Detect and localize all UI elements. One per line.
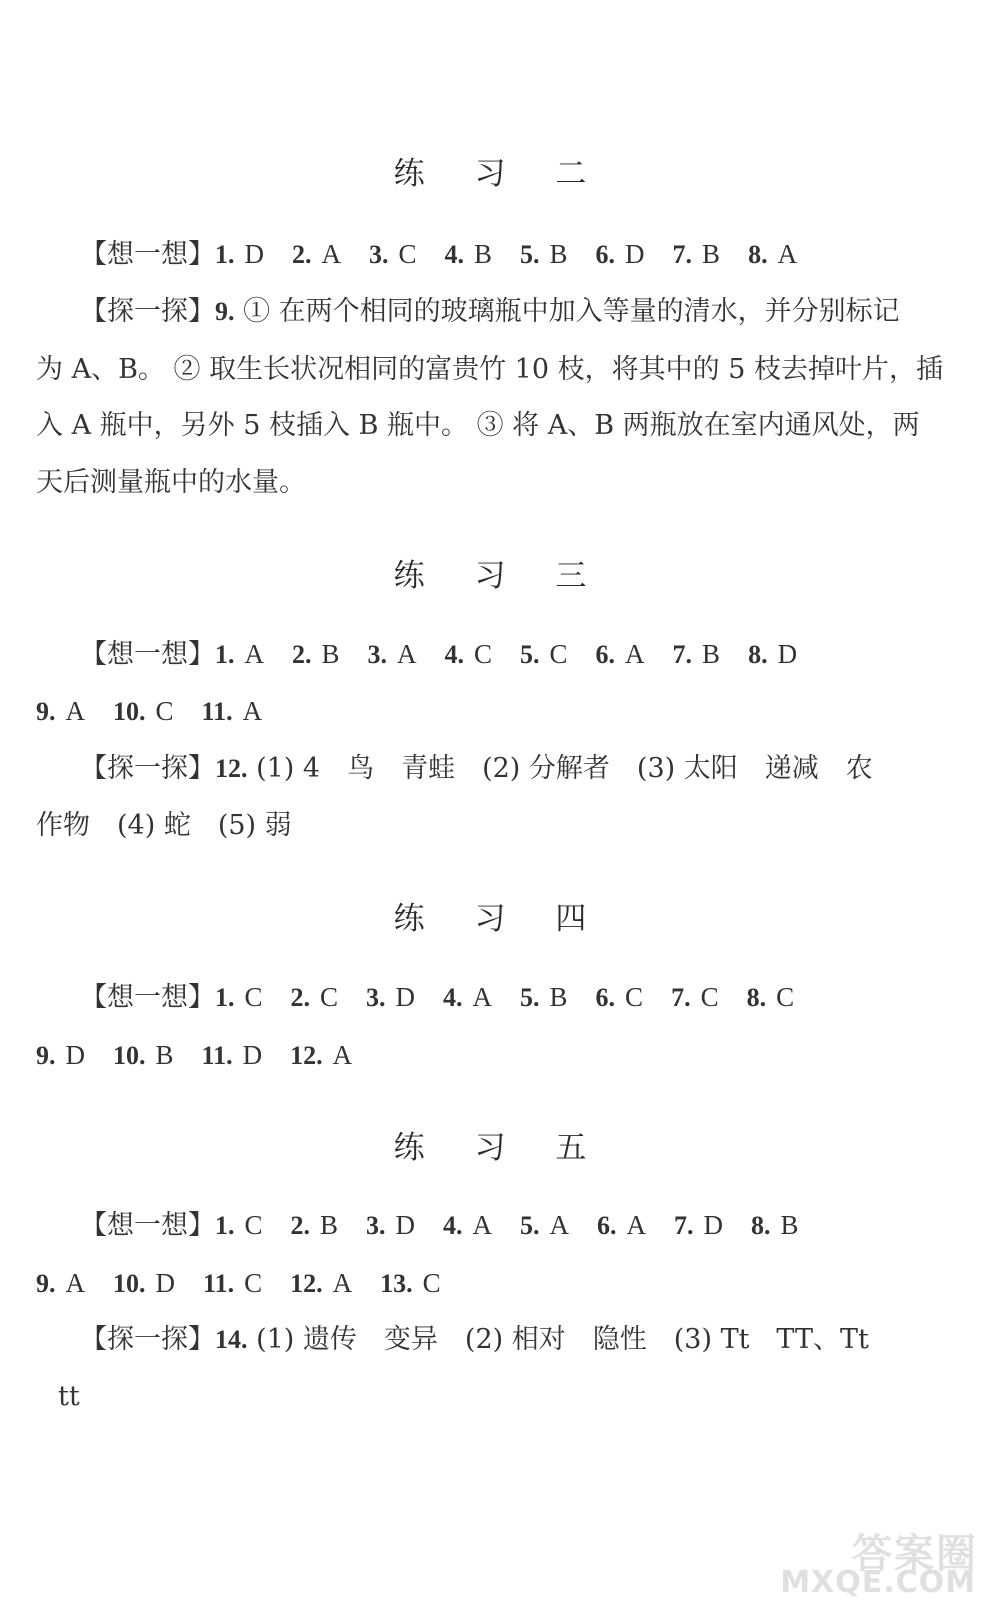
answer-choice: B (780, 1210, 799, 1240)
answer-choice: B (474, 239, 493, 269)
answer-number: 1. (215, 640, 235, 669)
explore-text: 为 A、B。 ② 取生长状况相同的富贵竹 10 枝，将其中的 5 枝去掉叶片，插 (36, 354, 943, 385)
answer-number: 4. (444, 240, 465, 269)
answer-number: 6. (597, 1211, 617, 1240)
answer-number: 7. (671, 983, 691, 1012)
answer-number: 11. (201, 697, 233, 726)
answer-choice: C (474, 639, 493, 669)
answer-number: 11. (203, 1269, 235, 1298)
answer-number: 9. (36, 1269, 56, 1298)
section-title-3: 练 习 三 (393, 558, 607, 594)
answer-choice: B (702, 239, 721, 269)
explore-tag: 【探一探】 (80, 753, 215, 784)
answer-number: 3. (366, 983, 386, 1012)
explore-line (80, 753, 1000, 785)
answer-number: 1. (215, 983, 235, 1012)
answer-number: 8. (751, 1211, 771, 1240)
answer-choice: A (625, 639, 645, 669)
explore-line (80, 1324, 1000, 1356)
answer-choice: C (700, 982, 719, 1012)
answer-list (36, 1040, 380, 1071)
answer-number: 12. (290, 1269, 323, 1298)
answer-number: 6. (595, 640, 616, 669)
answer-number: 2. (292, 240, 312, 269)
answer-number: 5. (520, 983, 540, 1012)
answer-choice: D (65, 1040, 85, 1070)
section-title-5: 练 习 五 (393, 1130, 607, 1166)
watermark-logo (782, 1522, 982, 1600)
answer-choice: A (244, 639, 264, 669)
explore-tag: 【探一探】 (80, 296, 215, 327)
answer-choice: C (244, 1210, 263, 1240)
answer-choice: D (242, 1040, 263, 1070)
answer-choice: B (549, 982, 568, 1012)
answer-number: 4. (444, 640, 465, 669)
answer-number: 3. (366, 1211, 386, 1240)
answer-choice: A (777, 239, 798, 269)
question-number: 14. (215, 1325, 248, 1354)
answer-choice: C (320, 982, 339, 1012)
answer-choice: A (397, 639, 417, 669)
answer-choice: C (244, 1268, 263, 1298)
watermark-top-text: 答案圈 (852, 1531, 978, 1577)
answer-number: 3. (367, 640, 388, 669)
answer-choice: A (626, 1210, 647, 1240)
answer-choice: D (625, 239, 645, 269)
answer-choice: C (422, 1268, 441, 1298)
answer-number: 5. (520, 240, 540, 269)
think-line-cont (36, 1039, 966, 1072)
answer-list (36, 696, 290, 727)
answer-choice: B (549, 239, 568, 269)
answer-list (215, 239, 825, 270)
answer-choice: B (320, 1210, 339, 1240)
think-line (80, 981, 1000, 1014)
answer-choice: D (703, 1210, 724, 1240)
answer-number: 11. (201, 1041, 233, 1070)
answer-choice: C (398, 239, 417, 269)
answer-choice: B (702, 639, 721, 669)
think-line-cont (36, 695, 966, 728)
answer-number: 6. (595, 240, 616, 269)
think-line-cont (36, 1267, 966, 1300)
answer-choice: B (321, 639, 340, 669)
answer-number: 1. (215, 240, 235, 269)
answer-number: 2. (292, 640, 312, 669)
answer-choice: A (242, 696, 263, 726)
answer-list (215, 1210, 827, 1241)
think-line (80, 638, 1000, 671)
question-number: 12. (215, 754, 248, 783)
explore-text: 作物 (4) 蛇 (5) 弱 (36, 810, 292, 841)
answer-number: 2. (290, 983, 311, 1012)
answer-number: 10. (113, 1269, 146, 1298)
answer-number: 5. (520, 640, 540, 669)
answer-number: 5. (520, 1211, 540, 1240)
answer-number: 6. (595, 983, 616, 1012)
answer-choice: A (332, 1040, 353, 1070)
answer-choice: A (65, 1268, 85, 1298)
answer-number: 8. (748, 240, 768, 269)
answer-number: 1. (215, 1211, 235, 1240)
answer-number: 13. (380, 1269, 413, 1298)
watermark-url: MXQE.COM (780, 1565, 976, 1600)
answer-choice: B (155, 1040, 174, 1070)
answer-list (36, 1268, 469, 1299)
section-title-2: 练 习 二 (393, 156, 607, 192)
answer-choice: D (777, 639, 798, 669)
think-tag: 【想一想】 (80, 239, 215, 270)
answer-choice: C (549, 639, 568, 669)
question-number: 9. (215, 297, 235, 326)
section-title-4: 练 习 四 (393, 901, 607, 937)
answer-choice: A (65, 696, 85, 726)
answer-choice: D (395, 982, 416, 1012)
answer-number: 7. (672, 640, 693, 669)
answer-choice: A (472, 982, 493, 1012)
think-line (80, 1209, 1000, 1242)
answer-number: 8. (748, 640, 768, 669)
explore-text: 天后测量瓶中的水量。 (36, 467, 306, 498)
answer-number: 4. (443, 1211, 463, 1240)
explore-text: 入 A 瓶中，另外 5 枝插入 B 瓶中。 ③ 将 A、B 两瓶放在室内通风处，两 (36, 410, 920, 441)
answer-choice: D (244, 239, 264, 269)
explore-text: (1) 遗传 变异 (2) 相对 隐性 (3) Tt TT、Tt (256, 1324, 869, 1355)
answer-number: 3. (369, 240, 389, 269)
answer-number: 7. (674, 1211, 694, 1240)
explore-text: (1) 4 鸟 青蛙 (2) 分解者 (3) 太阳 递减 农 (256, 753, 873, 784)
answer-choice: A (321, 239, 341, 269)
answer-number: 9. (36, 697, 56, 726)
answer-number: 7. (672, 240, 693, 269)
answer-number: 2. (290, 1211, 311, 1240)
explore-line (80, 296, 970, 328)
answer-choice: A (332, 1268, 353, 1298)
answer-choice: D (395, 1210, 416, 1240)
explore-tag: 【探一探】 (80, 1324, 215, 1355)
answer-number: 12. (290, 1041, 323, 1070)
answer-number: 10. (113, 1041, 146, 1070)
answer-choice: A (472, 1210, 493, 1240)
answer-choice: C (776, 982, 795, 1012)
answer-choice: D (155, 1268, 175, 1298)
explore-text: ① 在两个相同的玻璃瓶中加入等量的清水，并分别标记 (243, 296, 900, 327)
answer-choice: C (155, 696, 174, 726)
answer-choice: C (625, 982, 644, 1012)
explore-text: tt (58, 1381, 80, 1412)
answer-choice: A (549, 1210, 570, 1240)
answer-number: 10. (113, 697, 146, 726)
think-tag: 【想一想】 (80, 639, 215, 670)
think-line (80, 238, 1000, 271)
answer-number: 9. (36, 1041, 56, 1070)
answer-list (215, 639, 825, 670)
think-tag: 【想一想】 (80, 1210, 215, 1241)
think-tag: 【想一想】 (80, 982, 215, 1013)
answer-choice: C (244, 982, 263, 1012)
answer-list (215, 982, 822, 1013)
answer-number: 8. (746, 983, 767, 1012)
answer-number: 4. (443, 983, 463, 1012)
